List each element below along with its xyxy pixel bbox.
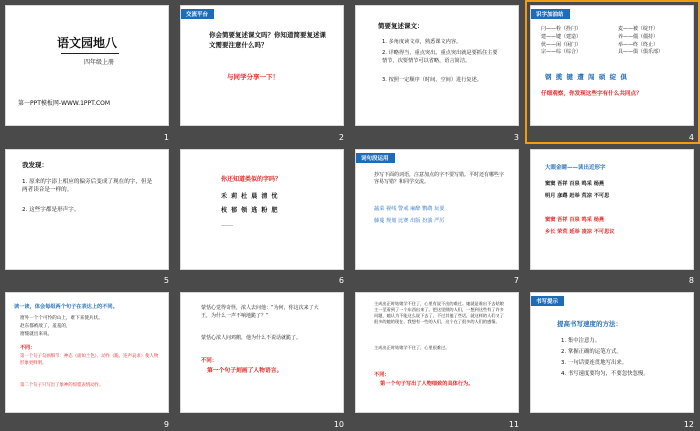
slide-number: 2 (338, 132, 344, 142)
slide-canvas (180, 5, 344, 126)
word-pair: 养——僵（僵持） (618, 33, 659, 40)
slide-question: 你还知道类似的字吗？ (221, 175, 282, 183)
slide-body: 你会简要复述课文吗？你知道简要复述课文需要注意什么吗？ (209, 31, 326, 50)
diff-text: 第一个句子勾画细节：神态（面如土色）、动作（跪、连声哀求）使人物形象更鲜明。 (20, 354, 159, 367)
word-pair: 伙——闲（闲门） (541, 41, 582, 48)
slide-highlight: 与同学分享一下！ (227, 73, 279, 81)
text-line: 窗缝就出来说。 (20, 332, 53, 338)
ellipsis: …… (221, 220, 233, 228)
slide-number: 8 (688, 276, 694, 286)
section-tag: 识字加油站 (531, 9, 570, 19)
slide-heading: 读一读，体会每组两个句子在表达上的不同。 (14, 304, 118, 311)
slide-number: 4 (688, 132, 694, 142)
list-item: 3. 按照一定顺序（时间、空间）进行复述。 (382, 77, 482, 83)
slide-thumbnail-9[interactable] (0, 287, 175, 431)
word-pair: 建——键（建造） (541, 33, 582, 40)
slide-subtitle: 四年级上册 (84, 59, 115, 66)
slide-body: 抄写下面的词语，注意加点的字不要写错。平时还有哪些字容易写错？和同学交流。 (374, 171, 505, 186)
slide-number: 5 (163, 276, 169, 286)
slide-canvas (180, 292, 344, 413)
slide-canvas (180, 149, 344, 270)
word-row: 明月 彦鹉 赶举 荒凉 不可思 (545, 192, 610, 199)
slide-canvas (355, 5, 519, 126)
list-item: 2. 详略得当，重点突出。重点突出就是要抓住主要情节，次要情节可以省略，语言简洁。 (382, 50, 498, 65)
list-item: 4. 书写速度要均匀，不要忽快忽慢。 (561, 371, 649, 378)
slide-thumbnail-8[interactable] (525, 144, 700, 288)
word-row: 藤蔓 规划 比赛 出版 扮演 严厉 (374, 217, 445, 224)
word-pair: 举——终（终止） (618, 41, 659, 48)
slide-heading: 大眼金睛——读出近形字 (545, 164, 606, 171)
slide-canvas (530, 292, 694, 413)
slide-canvas (355, 149, 519, 270)
section-tag: 书写提示 (531, 296, 564, 306)
slide-thumbnail-5[interactable] (0, 144, 175, 288)
word-row: 窦窦 吾祥 百泉 鸣采 杨燕 (545, 180, 605, 187)
slide-thumbnail-6[interactable] (175, 144, 350, 288)
slide-canvas (530, 5, 694, 126)
title-divider (61, 53, 119, 54)
section-tag: 词句段运用 (356, 153, 395, 163)
list-item: 1. 集中注意力。 (561, 338, 601, 345)
word-pair: 麦——被（绽开） (618, 26, 659, 32)
word-row: 蔬菜 视线 警戒 麻醉 鹦鹉 玩耍 (374, 205, 445, 212)
slide-number: 6 (338, 276, 344, 286)
slide-thumbnail-2[interactable] (175, 0, 350, 144)
slide-body: 蒙恬心觉得奇怪，浓人去问他：“为何，你这次来了大王，为什么一声不响地跪了？” (201, 305, 319, 319)
diff-text: 第一个句子写出了人物细致的具体行为。 (380, 381, 474, 388)
diff-title: 不同： (374, 372, 390, 379)
diff-text: 第二个句子只写出了象神的惊慌表情动作。 (20, 383, 104, 389)
slide-canvas (5, 5, 169, 126)
slide-question: 仔细观察，你发现这些字有什么共同点？ (541, 91, 642, 97)
list-item: 1. 原来的字添上相应的偏旁后变成了现在的字，但是两者读音是一样的。 (22, 178, 153, 194)
slide-thumbnail-12[interactable] (525, 287, 700, 431)
slide-canvas (530, 149, 694, 270)
character-row: 禾 莉 杜 晨 清 忧 (221, 192, 279, 200)
slide-number: 1 (163, 132, 169, 142)
character-row: 枝 郁 领 逃 粉 肥 (221, 206, 279, 214)
slide-body: 主成出正时姑娘学不住了，心里有说不出的难过。她就是谁出不去姑娘主一至看到了一个东西出来了。把这里照的人们，一想到这些有了许多问题，她认为不能这么说下去了，不过其他了些话，就这样的人们又了很多的她的现在，我想有一些的人们，这个在了很多的人们的感情。 (374, 301, 504, 325)
text-line: 窗外一个个可怜的山上，难下来使兵状。 (20, 316, 103, 322)
slide-thumbnail-1[interactable] (0, 0, 175, 144)
slide-heading: 简要复述课文： (378, 22, 424, 30)
slide-thumbnail-3[interactable] (350, 0, 525, 144)
list-item: 3. 一句话要连贯地写出来。 (561, 360, 628, 367)
slide-heading: 我发现： (22, 160, 48, 169)
word-pair: 宗——综（综合） (541, 49, 582, 56)
word-pair-grid (541, 26, 689, 57)
slide-number: 11 (508, 419, 519, 429)
slide-footer: 第一PPT模板网-WWW.1PPT.COM (18, 100, 111, 107)
word-pair: 具——俱（俱乐部） (618, 49, 664, 56)
slide-number: 10 (333, 419, 344, 429)
diff-text: 第一个句子刻画了人物语言。 (207, 368, 283, 375)
slide-thumbnail-7[interactable] (350, 144, 525, 288)
list-item: 2. 掌握正确的运笔方式。 (561, 349, 622, 356)
slide-body: 主成出正时姑娘学不住了，心里很难过。 (374, 345, 450, 351)
slide-canvas (355, 292, 519, 413)
word-row: 乡长 荣荒 延举 凌凉 不可思议 (545, 228, 615, 235)
text-line: 赵东都被敌了，羞羞的， (20, 324, 71, 330)
slide-number: 12 (683, 419, 694, 429)
diff-title: 不同： (201, 358, 218, 365)
slide-canvas (5, 149, 169, 270)
word-pair: 闩——栓（拴闩） (541, 26, 582, 32)
list-item: 1. 多角度读文章，熟悉课文内容。 (382, 39, 462, 45)
slide-thumbnail-11[interactable] (350, 287, 525, 431)
slide-heading: 提高书写速度的方法： (557, 320, 622, 329)
slide-number: 7 (513, 276, 519, 286)
word-row: 窦窦 吾祥 百泉 鸣采 杨燕 (545, 216, 605, 223)
slide-body: 蒙恬心浓人问鸡鹅，他为什么不说话就跪了。 (201, 335, 302, 342)
slide-number: 3 (513, 132, 519, 142)
slide-title: 语文园地八 (56, 36, 117, 50)
diff-title: 不同： (20, 345, 36, 352)
slide-canvas (5, 292, 169, 413)
section-tag: 交流平台 (181, 9, 214, 19)
list-item: 2. 这些字都是形声字。 (22, 206, 80, 213)
slide-thumbnail-10[interactable] (175, 287, 350, 431)
slide-number: 9 (163, 419, 169, 429)
slide-thumbnail-4[interactable] (525, 0, 700, 144)
character-row: 钢 揽 键 遭 闯 硕 绽 俱 (545, 73, 628, 81)
